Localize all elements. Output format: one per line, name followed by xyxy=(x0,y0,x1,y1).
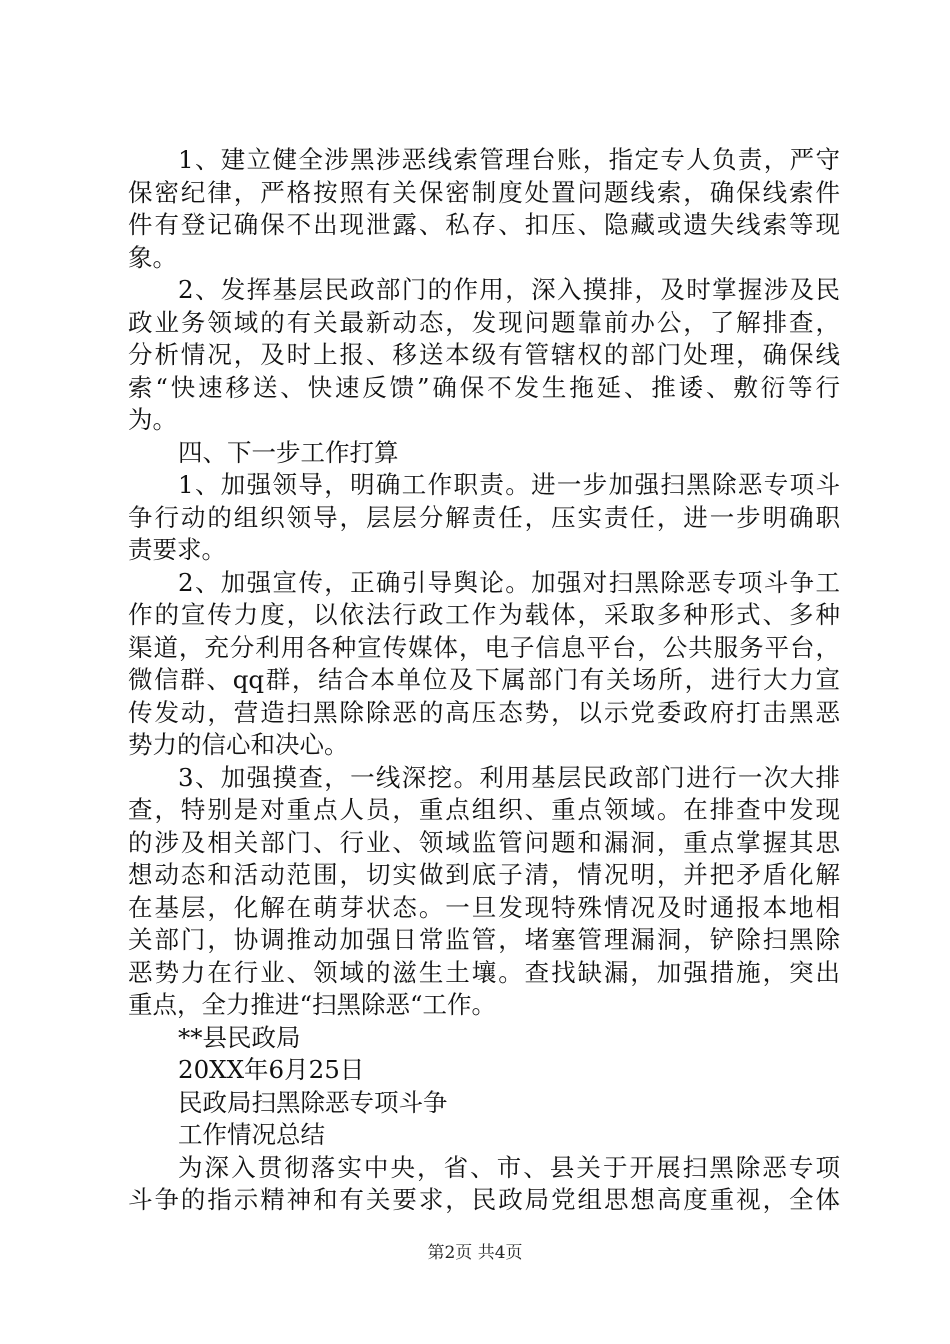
text-line: 为。 xyxy=(128,405,177,434)
text-line: 1、建立健全涉黑涉恶线索管理台账，指定专人负责，严守 xyxy=(178,145,840,174)
text-line: 3、加强摸查，一线深挖。利用基层民政部门进行一次大排 xyxy=(178,762,840,792)
document-body xyxy=(128,144,840,1217)
text-line: 2、发挥基层民政部门的作用，深入摸排，及时掌握涉及民 xyxy=(178,275,840,304)
text-line: 争行动的组织领导，层层分解责任，压实责任，进一步明确职 xyxy=(128,502,840,532)
text-line: 象。 xyxy=(128,242,177,272)
text-line: 斗争的指示精神和有关要求，民政局党组思想高度重视，全体 xyxy=(128,1185,840,1214)
text-line: 在基层，化解在萌芽状态。一旦发现特殊情况及时通报本地相 xyxy=(128,892,840,922)
text-line: 的涉及相关部门、行业、领域监管问题和漏洞，重点掌握其思 xyxy=(128,827,840,857)
text-line: 民政局扫黑除恶专项斗争 xyxy=(178,1087,448,1117)
page-number-footer: 第2页 共4页 xyxy=(427,1243,523,1263)
text-line: 2、加强宣传，正确引导舆论。加强对扫黑除恶专项斗争工 xyxy=(178,567,840,597)
text-line: 索“快速移送、快速反馈”确保不发生拖延、推诿、敷衍等行 xyxy=(128,372,840,402)
text-line: 20XX年6月25日 xyxy=(178,1055,365,1084)
text-line: 四、下一步工作打算 xyxy=(178,437,399,467)
text-line: 想动态和活动范围，切实做到底子清，情况明，并把矛盾化解 xyxy=(128,860,840,889)
text-line: 工作情况总结 xyxy=(178,1120,325,1149)
text-line: 恶势力在行业、领域的滋生土壤。查找缺漏，加强措施，突出 xyxy=(128,957,840,987)
text-line: 关部门，协调推动加强日常监管，堵塞管理漏洞，铲除扫黑除 xyxy=(128,925,840,954)
text-line: 件有登记确保不出现泄露、私存、扣压、隐藏或遗失线索等现 xyxy=(128,210,840,239)
text-line: 重点，全力推进“扫黑除恶“工作。 xyxy=(128,990,497,1019)
text-line: 作的宣传力度，以依法行政工作为载体，采取多种形式、多种 xyxy=(128,600,840,629)
text-line: 传发动，营造扫黑除除恶的高压态势，以示党委政府打击黑恶 xyxy=(128,697,840,727)
text-line: 查，特别是对重点人员，重点组织、重点领域。在排查中发现 xyxy=(128,795,840,824)
text-line: 1、加强领导，明确工作职责。进一步加强扫黑除恶专项斗 xyxy=(178,470,840,499)
text-line: 保密纪律，严格按照有关保密制度处置问题线索，确保线索件 xyxy=(128,177,840,207)
text-line: 渠道，充分利用各种宣传媒体，电子信息平台，公共服务平台， xyxy=(128,632,840,662)
text-line: 微信群、qq群，结合本单位及下属部门有关场所，进行大力宣 xyxy=(128,665,840,694)
text-line: 为深入贯彻落实中央，省、市、县关于开展扫黑除恶专项 xyxy=(178,1152,840,1182)
text-line: **县民政局 xyxy=(178,1022,301,1052)
text-line: 政业务领域的有关最新动态，发现问题靠前办公，了解排查， xyxy=(128,307,840,337)
text-line: 势力的信心和决心。 xyxy=(128,730,349,759)
text-line: 分析情况，及时上报、移送本级有管辖权的部门处理，确保线 xyxy=(128,340,840,369)
text-line: 责要求。 xyxy=(128,535,226,564)
